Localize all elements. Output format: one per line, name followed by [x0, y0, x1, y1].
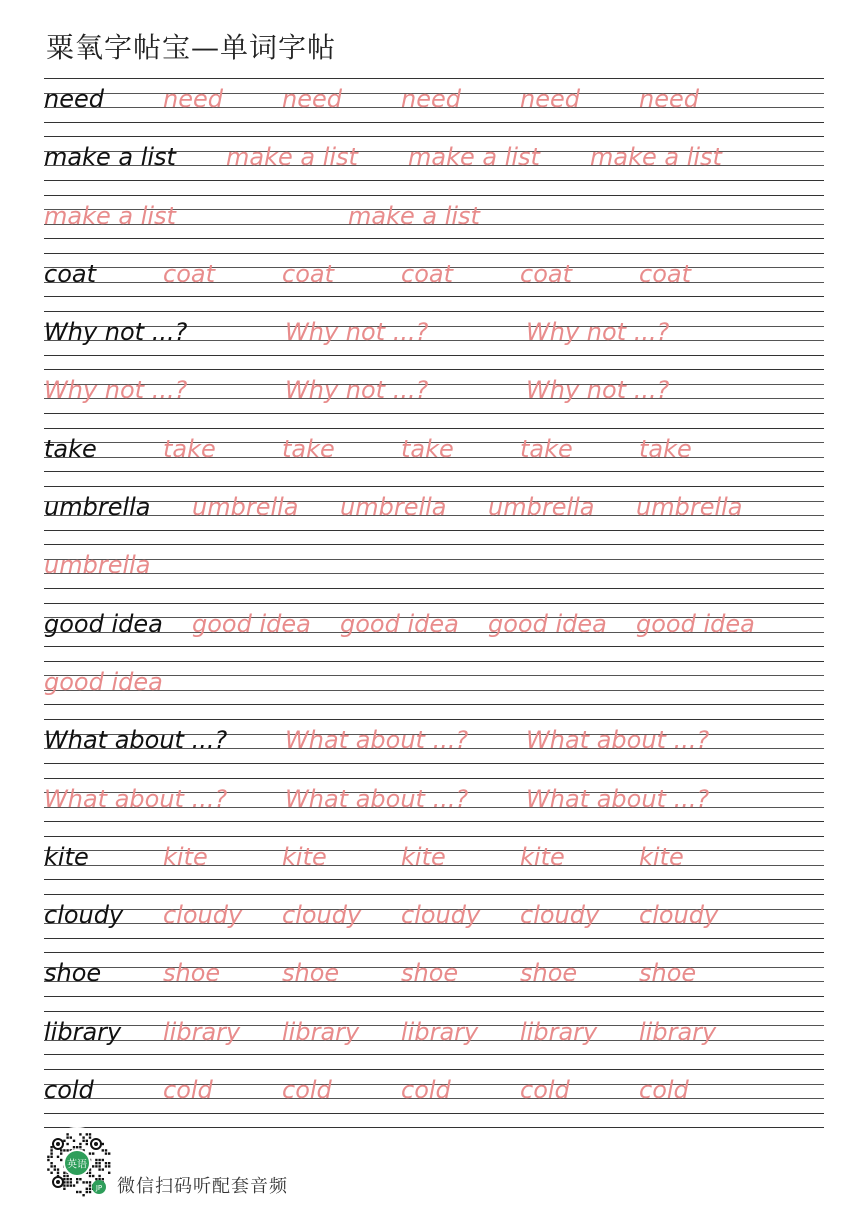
trace-word: What about ...? — [285, 784, 469, 813]
model-word: kite — [44, 842, 89, 871]
qr-module — [76, 1181, 78, 1183]
guide-line — [44, 821, 824, 822]
qr-module — [79, 1191, 81, 1193]
trace-word: kite — [282, 842, 327, 871]
qr-module — [82, 1194, 84, 1196]
practice-row — [44, 836, 824, 894]
trace-word: Why not ...? — [526, 318, 670, 347]
qr-module — [70, 1181, 72, 1183]
practice-row — [44, 195, 824, 253]
guide-line — [44, 763, 824, 764]
qr-module — [63, 1140, 65, 1142]
guide-line — [44, 573, 824, 574]
qr-module — [82, 1136, 84, 1138]
guide-line — [44, 122, 824, 123]
model-word: coat — [44, 259, 96, 288]
footer — [40, 1126, 440, 1206]
trace-word: umbrella — [44, 551, 151, 580]
practice-row — [44, 78, 824, 136]
qr-module — [50, 1165, 52, 1167]
trace-word: shoe — [282, 959, 340, 988]
practice-row — [44, 544, 824, 602]
trace-word: kite — [520, 842, 565, 871]
practice-row — [44, 603, 824, 661]
qr-module — [66, 1136, 68, 1138]
qr-finder-dot — [56, 1180, 60, 1184]
trace-word: cloudy — [282, 901, 362, 930]
trace-word: good idea — [192, 609, 311, 638]
guide-line — [44, 559, 824, 560]
guide-line — [44, 996, 824, 997]
qr-module — [86, 1133, 88, 1135]
qr-dot-label: JP — [95, 1184, 103, 1192]
trace-word: umbrella — [340, 493, 447, 522]
practice-row — [44, 894, 824, 952]
trace-word: need — [520, 85, 580, 113]
qr-module — [66, 1149, 68, 1151]
guide-line — [44, 1113, 824, 1114]
trace-word: coat — [163, 259, 215, 288]
guide-line — [44, 704, 824, 705]
qr-module — [105, 1162, 107, 1164]
qr-module — [95, 1159, 97, 1161]
trace-word: cloudy — [639, 901, 719, 930]
trace-word: take — [401, 434, 454, 463]
trace-word: library — [163, 1017, 241, 1046]
practice-row — [44, 778, 824, 836]
qr-module — [86, 1143, 88, 1145]
qr-module — [102, 1168, 104, 1170]
practice-row — [44, 136, 824, 194]
qr-module — [66, 1184, 68, 1186]
guide-line — [44, 646, 824, 647]
guide-line — [44, 836, 824, 837]
qr-module — [102, 1159, 104, 1161]
trace-word: What about ...? — [44, 784, 228, 813]
trace-word: cold — [520, 1076, 570, 1105]
qr-module — [73, 1184, 75, 1186]
model-word: shoe — [44, 959, 102, 988]
model-word: cold — [44, 1076, 94, 1105]
practice-row — [44, 369, 824, 427]
trace-word: need — [282, 85, 342, 113]
qr-module — [92, 1175, 94, 1177]
guide-line — [44, 78, 824, 79]
page-title: 粟氧字帖宝—单词字帖 — [46, 31, 337, 64]
trace-word: kite — [401, 842, 446, 871]
qr-module — [108, 1172, 110, 1174]
qr-module — [66, 1175, 68, 1177]
trace-word: Why not ...? — [285, 376, 429, 405]
qr-module — [79, 1143, 81, 1145]
guide-line — [44, 471, 824, 472]
trace-word: cold — [282, 1076, 332, 1105]
trace-word: make a list — [44, 201, 176, 230]
practice-rows — [44, 78, 824, 1128]
model-word: make a list — [44, 143, 176, 172]
trace-word: kite — [163, 842, 208, 871]
trace-word: good idea — [340, 609, 459, 638]
trace-word: make a list — [408, 143, 540, 172]
qr-module — [89, 1172, 91, 1174]
qr-badge-label: 英语 — [67, 1159, 87, 1171]
trace-word: cold — [163, 1076, 213, 1105]
practice-row — [44, 428, 824, 486]
qr-module — [108, 1165, 110, 1167]
model-word: need — [44, 85, 104, 113]
qr-module — [57, 1172, 59, 1174]
qr-module — [66, 1143, 68, 1145]
guide-line — [44, 296, 824, 297]
qr-module — [57, 1168, 59, 1170]
trace-word: umbrella — [488, 493, 595, 522]
qr-module — [70, 1178, 72, 1180]
guide-line — [44, 544, 824, 545]
qr-module — [76, 1191, 78, 1193]
trace-word: Why not ...? — [44, 376, 188, 405]
trace-word: library — [520, 1017, 598, 1046]
qr-module — [98, 1162, 100, 1164]
guide-line — [44, 428, 824, 429]
guide-line — [44, 530, 824, 531]
qr-module — [89, 1181, 91, 1183]
qr-module — [50, 1149, 52, 1151]
qr-module — [86, 1191, 88, 1193]
qr-module — [60, 1152, 62, 1154]
qr-module — [63, 1149, 65, 1151]
trace-word: good idea — [488, 609, 607, 638]
qr-module — [98, 1168, 100, 1170]
guide-line — [44, 879, 824, 880]
guide-line — [44, 894, 824, 895]
practice-row — [44, 1069, 824, 1127]
qr-module — [70, 1184, 72, 1186]
qr-module — [86, 1188, 88, 1190]
qr-module — [66, 1181, 68, 1183]
guide-line — [44, 1011, 824, 1012]
qr-module — [95, 1178, 97, 1180]
trace-word: good idea — [44, 667, 163, 696]
qr-module — [95, 1162, 97, 1164]
qr-module — [105, 1152, 107, 1154]
trace-word: take — [520, 434, 573, 463]
qr-module — [70, 1136, 72, 1138]
qr-module — [54, 1168, 56, 1170]
trace-word: need — [639, 85, 699, 113]
trace-word: take — [282, 434, 335, 463]
practice-row — [44, 253, 824, 311]
trace-word: coat — [401, 259, 453, 288]
trace-word: Why not ...? — [526, 376, 670, 405]
qr-module — [79, 1146, 81, 1148]
trace-word: cold — [639, 1076, 689, 1105]
qr-module — [98, 1165, 100, 1167]
qr-module — [86, 1140, 88, 1142]
trace-word: umbrella — [636, 493, 743, 522]
trace-word: make a list — [590, 143, 722, 172]
qr-module — [54, 1165, 56, 1167]
practice-row — [44, 719, 824, 777]
trace-word: take — [639, 434, 692, 463]
model-word: good idea — [44, 609, 163, 638]
trace-word: take — [163, 434, 216, 463]
trace-word: shoe — [163, 959, 221, 988]
qr-module — [50, 1152, 52, 1154]
trace-word: coat — [639, 259, 691, 288]
qr-module — [73, 1146, 75, 1148]
trace-word: need — [401, 85, 461, 113]
trace-word: cloudy — [520, 901, 600, 930]
trace-word: What about ...? — [285, 726, 469, 755]
trace-word: library — [639, 1017, 717, 1046]
qr-module — [95, 1165, 97, 1167]
trace-word: shoe — [639, 959, 697, 988]
guide-line — [44, 719, 824, 720]
qr-module — [82, 1181, 84, 1183]
trace-word: What about ...? — [526, 726, 710, 755]
qr-module — [47, 1156, 49, 1158]
guide-line — [44, 136, 824, 137]
qr-module — [66, 1133, 68, 1135]
trace-word: cloudy — [401, 901, 481, 930]
guide-line — [44, 603, 824, 604]
qr-module — [79, 1133, 81, 1135]
guide-line — [44, 1054, 824, 1055]
qr-module — [50, 1156, 52, 1158]
qr-module — [98, 1175, 100, 1177]
model-word: library — [44, 1017, 122, 1046]
trace-word: cloudy — [163, 901, 243, 930]
qr-module — [105, 1149, 107, 1151]
qr-module — [63, 1188, 65, 1190]
qr-module — [63, 1184, 65, 1186]
qr-module — [89, 1152, 91, 1154]
practice-row — [44, 1011, 824, 1069]
qr-module — [89, 1188, 91, 1190]
qr-module — [63, 1175, 65, 1177]
model-word: take — [44, 434, 97, 463]
trace-word: need — [163, 85, 223, 113]
qr-module — [89, 1136, 91, 1138]
qr-module — [76, 1178, 78, 1180]
qr-finder-dot — [56, 1142, 60, 1146]
trace-word: coat — [520, 259, 572, 288]
qr-finder-dot — [94, 1142, 98, 1146]
footer-text: 微信扫码听配套音频 — [117, 1176, 288, 1197]
qr-module — [50, 1172, 52, 1174]
trace-word: shoe — [520, 959, 578, 988]
guide-line — [44, 661, 824, 662]
practice-row — [44, 486, 824, 544]
guide-line — [44, 938, 824, 939]
guide-line — [44, 355, 824, 356]
guide-line — [44, 778, 824, 779]
trace-word: make a list — [226, 143, 358, 172]
model-word: cloudy — [44, 901, 124, 930]
trace-word: kite — [639, 842, 684, 871]
trace-word: library — [401, 1017, 479, 1046]
qr-module — [89, 1133, 91, 1135]
guide-line — [44, 253, 824, 254]
qr-module — [92, 1152, 94, 1154]
qr-module — [73, 1140, 75, 1142]
model-word: umbrella — [44, 493, 151, 522]
model-word: What about ...? — [44, 726, 228, 755]
guide-line — [44, 952, 824, 953]
qr-module — [89, 1184, 91, 1186]
qr-module — [108, 1162, 110, 1164]
qr-module — [60, 1159, 62, 1161]
guide-line — [44, 180, 824, 181]
guide-line — [44, 413, 824, 414]
qr-module — [92, 1165, 94, 1167]
trace-word: good idea — [636, 609, 755, 638]
guide-line — [44, 195, 824, 196]
qr-module — [102, 1178, 104, 1180]
practice-row — [44, 661, 824, 719]
trace-word: library — [282, 1017, 360, 1046]
qr-module — [50, 1146, 52, 1148]
qr-module — [60, 1149, 62, 1151]
trace-word: Why not ...? — [285, 318, 429, 347]
qr-module — [89, 1191, 91, 1193]
guide-line — [44, 238, 824, 239]
trace-word: shoe — [401, 959, 459, 988]
guide-line — [44, 1069, 824, 1070]
qr-module — [79, 1178, 81, 1180]
qr-module — [98, 1159, 100, 1161]
practice-row — [44, 952, 824, 1010]
qr-module — [86, 1181, 88, 1183]
qr-module — [47, 1168, 49, 1170]
trace-word: coat — [282, 259, 334, 288]
qr-module — [89, 1175, 91, 1177]
qr-module — [63, 1172, 65, 1174]
practice-row — [44, 311, 824, 369]
qr-module — [57, 1156, 59, 1158]
qr-module — [76, 1146, 78, 1148]
model-word: Why not ...? — [44, 318, 188, 347]
trace-word: cold — [401, 1076, 451, 1105]
qr-code-icon[interactable] — [40, 1126, 114, 1200]
trace-word: umbrella — [192, 493, 299, 522]
trace-word: What about ...? — [526, 784, 710, 813]
qr-module — [108, 1152, 110, 1154]
qr-module — [47, 1159, 49, 1161]
guide-line — [44, 369, 824, 370]
guide-line — [44, 311, 824, 312]
guide-line — [44, 588, 824, 589]
qr-module — [102, 1149, 104, 1151]
guide-line — [44, 486, 824, 487]
qr-module — [82, 1140, 84, 1142]
trace-word: make a list — [348, 201, 480, 230]
qr-module — [50, 1162, 52, 1164]
qr-module — [66, 1178, 68, 1180]
qr-module — [105, 1165, 107, 1167]
